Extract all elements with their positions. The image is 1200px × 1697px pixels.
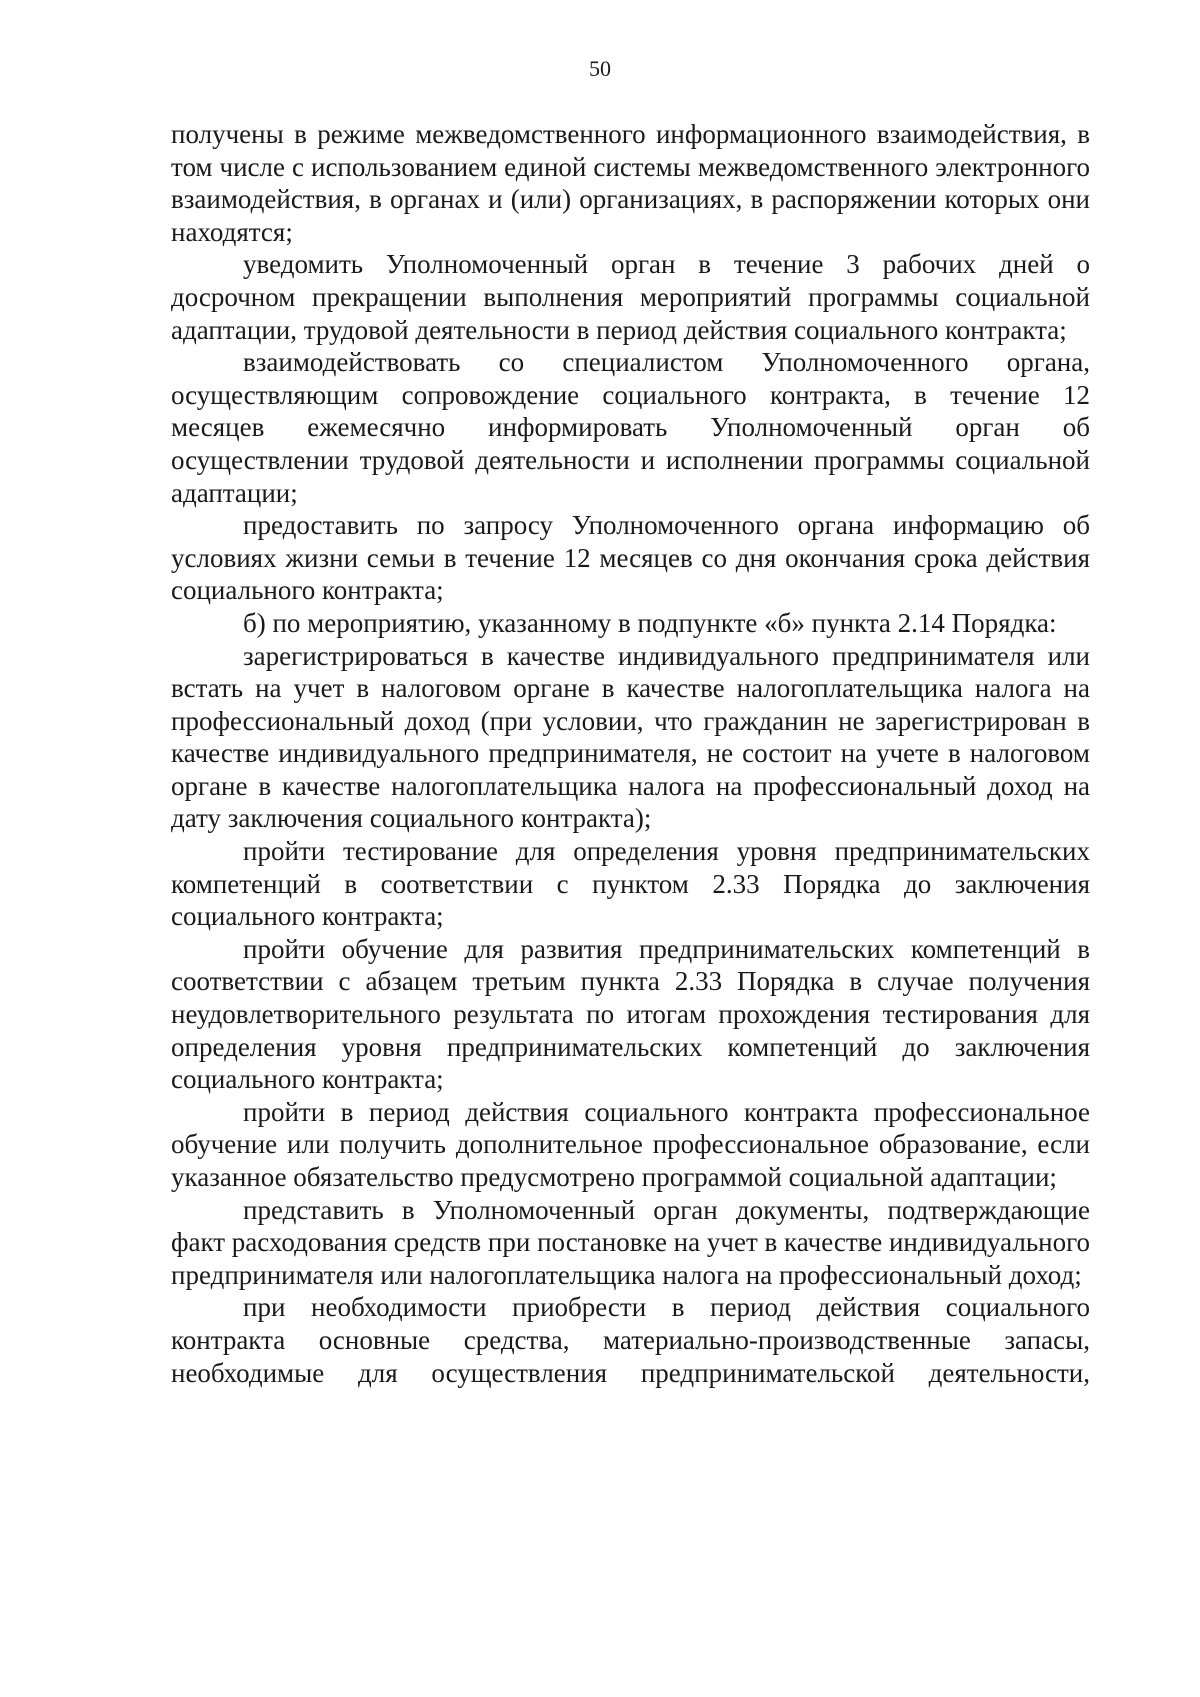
paragraph-register-entrepreneur: зарегистрироваться в качестве индивидуального предпринимателя или встать на учет в налоговом органе в качестве налогоплательщика налога на профессиональный доход (при условии, что гражданин не зарегистрирован в качестве индивидуального предпринимателя, не состоит на учете в налоговом органе в качестве налогоплательщика налога на профессиональный доход на дату заключения социального контракта); — [171, 640, 1090, 834]
paragraph-testing: пройти тестирование для определения уровня предпринимательских компетенций в соответствии с пунктом 2.33 Порядка до заключения социального контракта; — [171, 836, 1090, 932]
page-number: 50 — [589, 56, 611, 81]
paragraph-interact-specialist: взаимодействовать со специалистом Уполномоченного органа, осуществляющим сопровождение социального контракта, в течение 12 месяцев ежемесячно информировать Уполномоченный орган об осуществлении трудовой деятельности и исполнении программы социальной адаптации; — [171, 347, 1090, 508]
paragraph-continuation: получены в режиме межведомственного информационного взаимодействия, в том числе с использованием единой системы межведомственного электронного взаимодействия, в органах и (или) организациях, в распоряжении которых они находятся; — [171, 119, 1090, 247]
paragraph-notify-early-termination: уведомить Уполномоченный орган в течение 3 рабочих дней о досрочном прекращении выполнения мероприятий программы социальной адаптации, трудовой деятельности в период действия социального контракта; — [171, 249, 1090, 345]
paragraph-professional-education: пройти в период действия социального контракта профессиональное обучение или получить дополнительное профессиональное образование, если указанное обязательство предусмотрено программой социальной адаптации; — [171, 1096, 1090, 1192]
paragraph-training: пройти обучение для развития предпринимательских компетенций в соответствии с абзацем третьим пункта 2.33 Порядка в случае получения неудовлетворительного результата по итогам прохождения тестирования для определения уровня предпринимательских компетенций до заключения социального контракта; — [171, 933, 1090, 1095]
paragraph-acquire-assets: при необходимости приобрести в период действия социального контракта основные средства, материально-производственные запасы, необходимые для осуществления предпринимательской деятельности, — [171, 1292, 1090, 1388]
paragraph-provide-living-conditions: предоставить по запросу Уполномоченного органа информацию об условиях жизни семьи в течение 12 месяцев со дня окончания срока действия социального контракта; — [171, 510, 1090, 606]
paragraph-submit-documents: представить в Уполномоченный орган документы, подтверждающие факт расходования средств при постановке на учет в качестве индивидуального предпринимателя или налогоплательщика налога на профессиональный доход; — [171, 1194, 1090, 1290]
paragraph-subpoint-b: б) по мероприятию, указанному в подпункте «б» пункта 2.14 Порядка: — [243, 607, 1057, 638]
document-body — [171, 118, 1090, 1389]
